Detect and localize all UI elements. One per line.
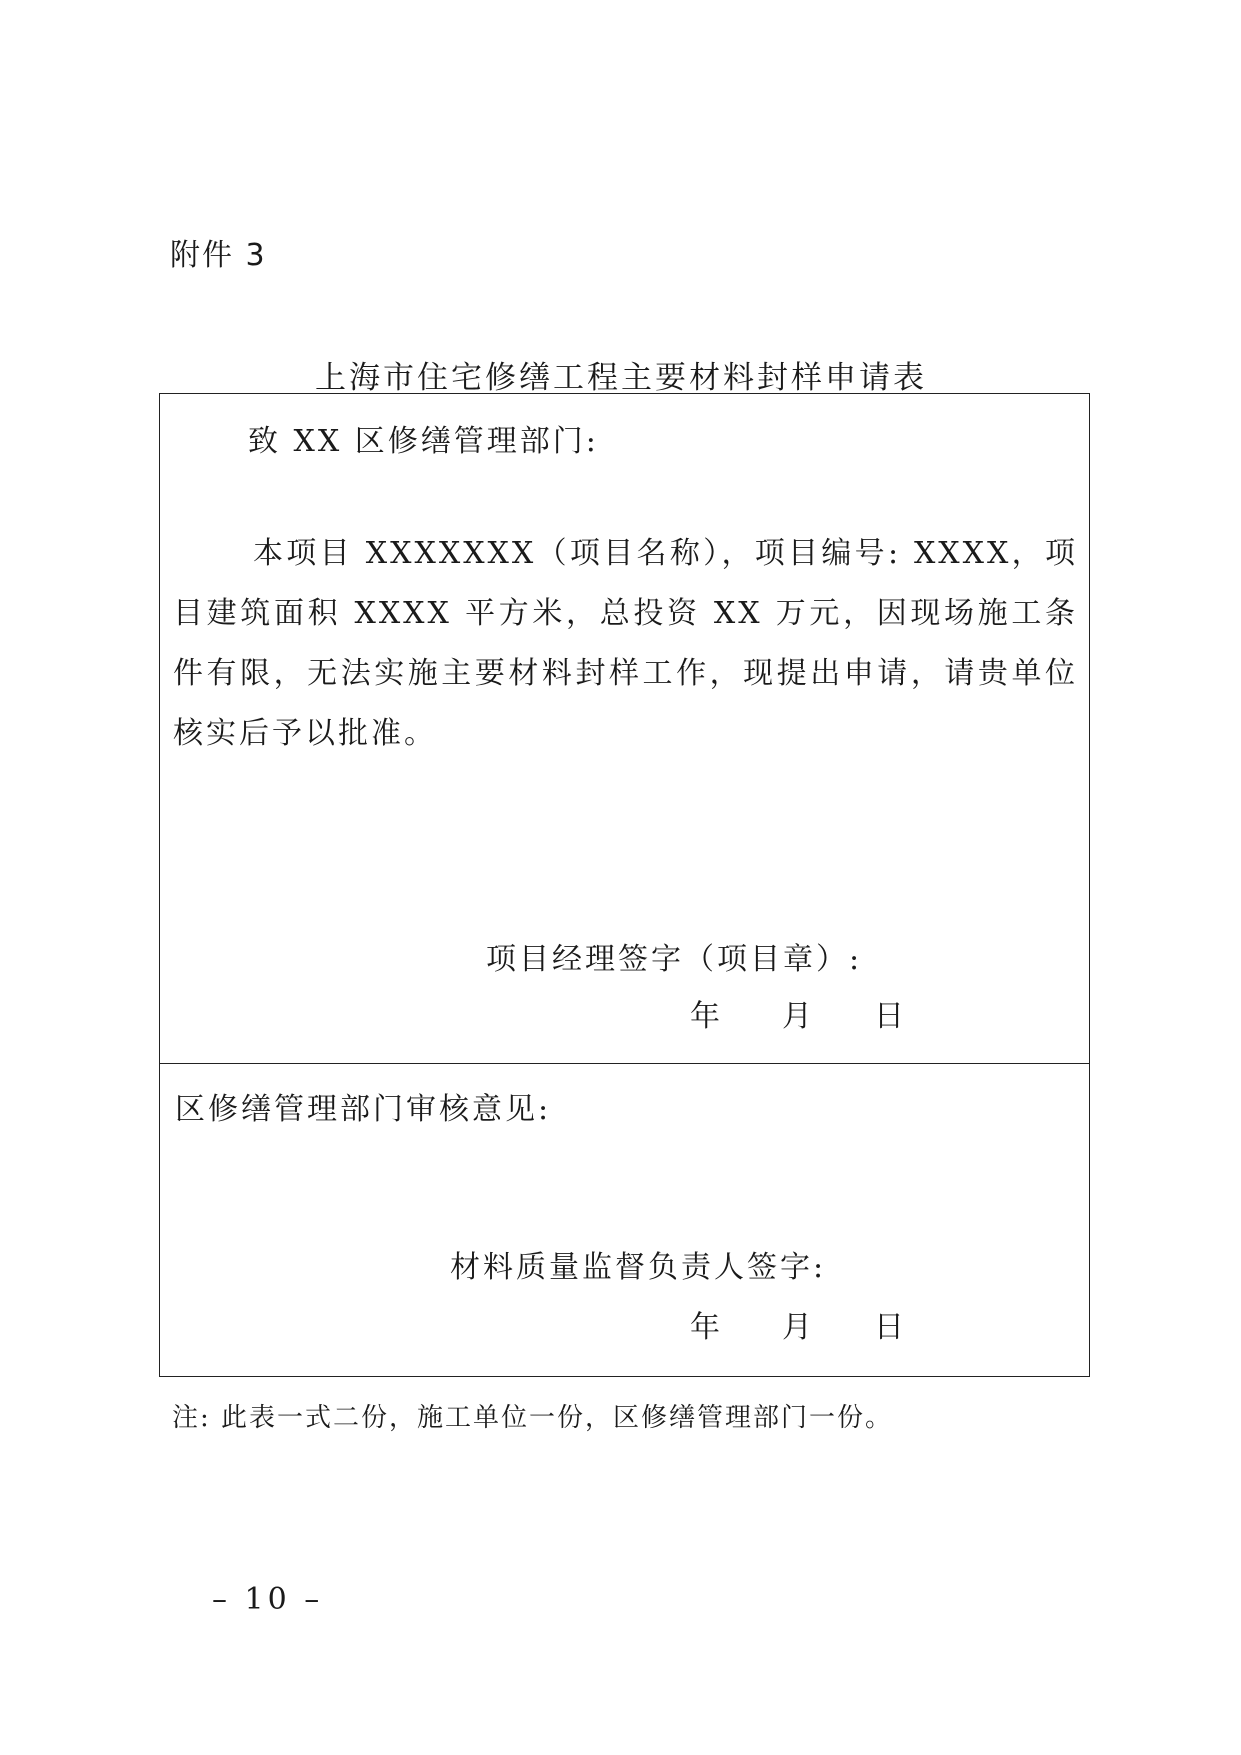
- project-manager-signature-label: 项目经理签字（项目章）:: [486, 942, 863, 977]
- application-section: [160, 394, 1089, 1064]
- date-month: 月: [782, 999, 815, 1034]
- application-form-table: [159, 393, 1090, 1377]
- footnote: 注: 此表一式二份，施工单位一份，区修缮管理部门一份。: [172, 1403, 894, 1433]
- page-number: – 10 –: [212, 1582, 324, 1617]
- addressee-line: 致 XX 区修缮管理部门:: [248, 424, 599, 459]
- date-day: 日: [874, 999, 907, 1034]
- application-body: 本项目 XXXXXXX（项目名称），项目编号: XXXX，项目建筑面积 XXXX 平方米，总投资 XX 万元，因现场施工条件有限，无法实施主要材料封样工作，现提出申请，请贵单位核实后予以批准。: [173, 536, 1078, 751]
- form-title: 上海市住宅修缮工程主要材料封样申请表: [315, 360, 927, 396]
- date-year: 年: [690, 1310, 723, 1345]
- date-year: 年: [690, 999, 723, 1034]
- date-day: 日: [874, 1310, 907, 1345]
- date-month: 月: [782, 1310, 815, 1345]
- attachment-label: 附件 3: [170, 238, 267, 273]
- quality-supervisor-signature-label: 材料质量监督负责人签字:: [450, 1250, 827, 1285]
- application-date: [690, 991, 907, 1035]
- review-date: [690, 1302, 907, 1346]
- review-section: [160, 1064, 1089, 1376]
- review-opinion-label: 区修缮管理部门审核意见:: [175, 1092, 552, 1127]
